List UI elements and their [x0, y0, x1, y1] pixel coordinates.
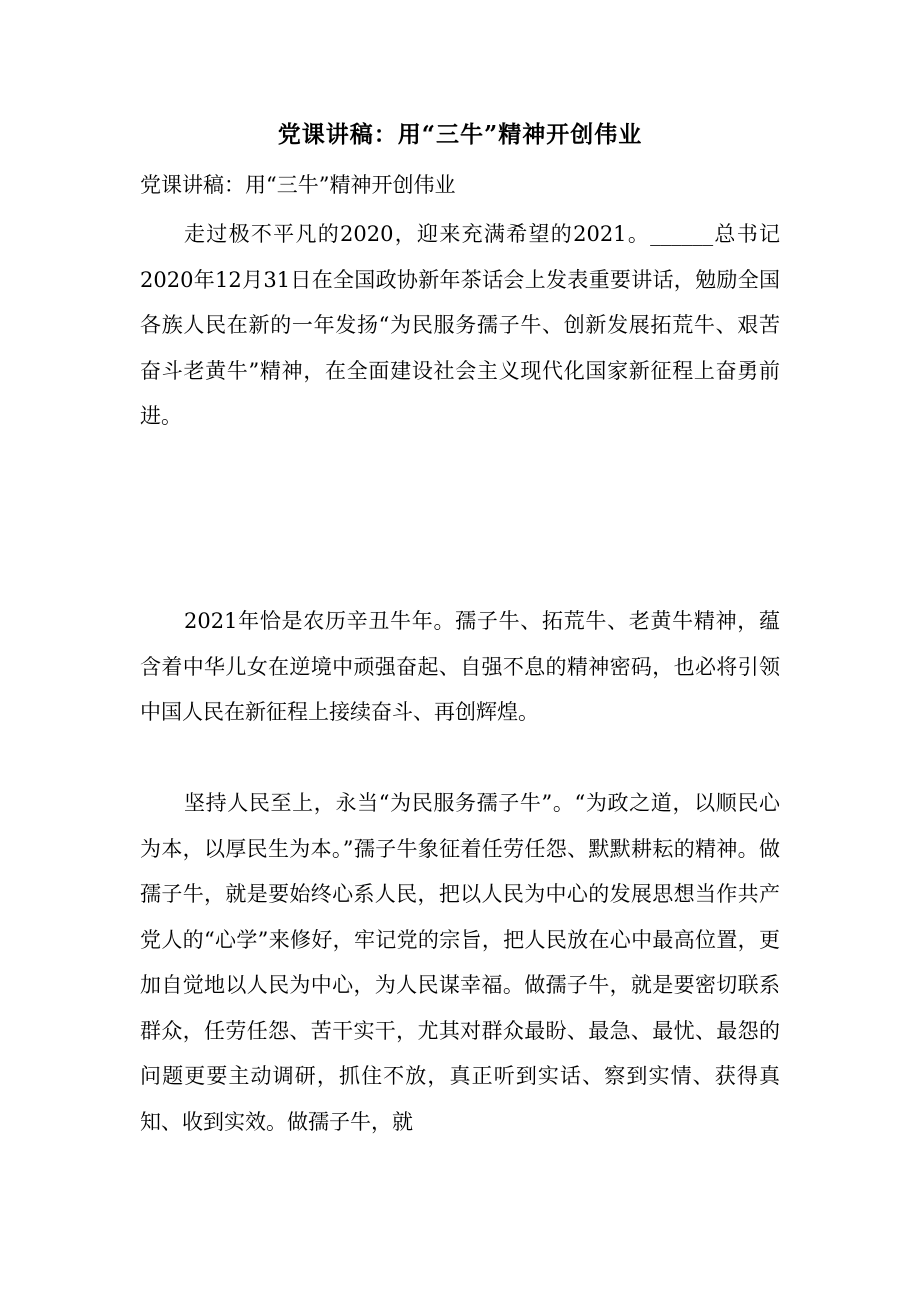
- document-title: 党课讲稿：用“三牛”精神开创伟业: [277, 121, 643, 148]
- paragraph-1: 走过极不平凡的2020，迎来充满希望的2021。______总书记2020年12月31日在全国政协新年茶话会上发表重要讲话，勉励全国各族人民在新的一年发扬“为民服务孺子牛、创新发展拓荒牛、艰苦奋斗老黄牛”精神，在全面建设社会主义现代化国家新征程上奋勇前进。: [140, 222, 780, 428]
- paragraph-2: 2021年恰是农历辛丑牛年。孺子牛、拓荒牛、老黄牛精神，蕴含着中华儿女在逆境中顽强奋起、自强不息的精神密码，也必将引领中国人民在新征程上接续奋斗、再创辉煌。: [140, 609, 780, 724]
- paragraph-3: 坚持人民至上，永当“为民服务孺子牛”。“为政之道，以顺民心为本，以厚民生为本。”孺子牛象征着任劳任怨、默默耕耘的精神。做孺子牛，就是要始终心系人民，把以人民为中心的发展思想当作共产党人的“心学”来修好，牢记党的宗旨，把人民放在心中最高位置，更加自觉地以人民为中心，为人民谋幸福。做孺子牛，就是要密切联系群众，任劳任怨、苦干实干，尤其对群众最盼、最急、最忧、最怨的问题更要主动调研，抓住不放，真正听到实话、察到实情、获得真知、收到实效。做孺子牛，就: [140, 791, 780, 1134]
- document-subtitle: 党课讲稿：用“三牛”精神开创伟业: [140, 173, 456, 197]
